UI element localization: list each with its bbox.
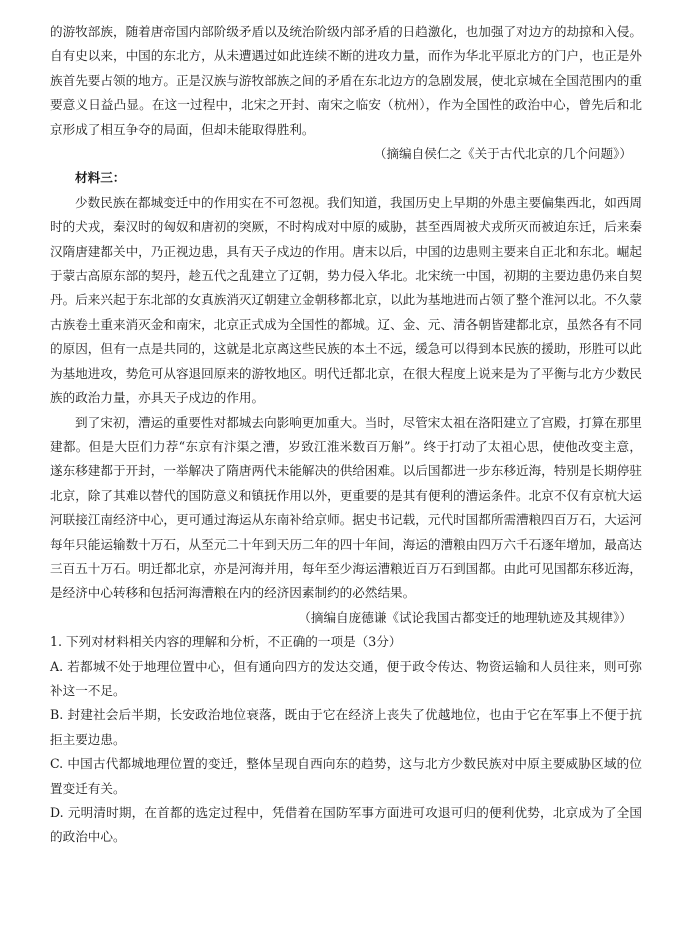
material-three-heading: 材料三： [75, 170, 126, 186]
material-two-paragraph: 的游牧部族，随着唐帝国内部阶级矛盾以及统治阶级内部矛盾的日趋激化，也加强了对边方的劫掠和入侵。自有史以来，中国的东北方，从未遭遇过如此连续不断的进攻力量，而作为华北平原北方的门户，也正是外族首先要占领的地方。正是汉族与游牧部族之间的矛盾在东北边方的急剧发展，使北京城在全国范围内的重要意义日益凸显。在这一过程中，北宋之开封、南宋之临安（杭州），作为全国性的政治中心，曾先后和北京形成了相互争夺的局面，但却未能取得胜利。 [50, 24, 642, 137]
material-three-paragraph-1: 少数民族在都城变迁中的作用实在不可忽视。我们知道，我国历史上早期的外患主要偏集西北，如西周时的犬戎，秦汉时的匈奴和唐初的突厥，不时构成对中原的威胁，甚至西周被犬戎所灭而被迫东迁，后来秦汉隋唐建都关中，乃正视边患，具有天子戍边的作用。唐末以后，中国的边患则主要来自正北和东北。崛起于蒙古高原东部的契丹，趁五代之乱建立了辽朝，势力侵入华北。北宋统一中国，初期的主要边患仍来自契丹。后来兴起于东北部的女真族消灭辽朝建立金朝移都北京，以此为基地进而占领了整个淮河以北。不久蒙古族卷土重来消灭金和南宋，北京正式成为全国性的都城。辽、金、元、清各朝皆建都北京，虽然各有不同的原因，但有一点是共同的，这就是北京离这些民族的本土不远，缓急可以得到本民族的援助，形胜可以此为基地进攻，势危可从容退回原来的游牧地区。明代迁都北京，在很大程度上说来是为了平衡与北方少数民族的政治力量，亦具天子戍边的作用。 [50, 194, 642, 406]
question-1-option-c: C. 中国古代都城地理位置的变迁，整体呈现自西向东的趋势，这与北方少数民族对中原主要威胁区域的位置变迁有关。 [50, 756, 642, 796]
question-1-option-d: D. 元明清时期，在首都的选定过程中，凭借着在国防军事方面进可攻退可归的便利优势，北京成为了全国的政治中心。 [50, 805, 642, 845]
question-1-option-a: A. 若都城不处于地理位置中心，但有通向四方的发达交通，便于政令传达、物资运输和人员往来，则可弥补这一不足。 [50, 658, 642, 698]
material-three-paragraph-2: 到了宋初，漕运的重要性对都城去向影响更加重大。当时，尽管宋太祖在洛阳建立了宫殿，打算在那里建都。但是大臣们力荐“东京有汴渠之漕，岁致江淮米数百万斛”。终于打动了太祖心思，使他改变主意，遂东移建都于开封，一举解决了隋唐两代未能解决的供给困难。以后国都进一步东移近海，特别是长期停驻北京，除了其难以替代的国防意义和镇抚作用以外，更重要的是其有便利的漕运条件。北京不仅有京杭大运河联接江南经济中心，更可通过海运从东南补给京师。据史书记载，元代时国都所需漕粮四百万石，大运河每年只能运输数十万石，从至元二十年到天历二年的四十年间，海运的漕粮由四万六千石逐年增加，最高达三百五十万石。明迁都北京，亦是河海并用，每年至少海运漕粮近百万石到国都。由此可见国都东移近海，是经济中心转移和包括河海漕粮在内的经济因素制约的必然结果。 [50, 414, 642, 601]
question-1-stem: 1. 下列对材料相关内容的理解和分析，不正确的一项是（3分） [50, 634, 402, 650]
source-citation-material-three: （摘编自庞德谦《试论我国古都变迁的地理轨迹及其规律》） [298, 609, 632, 625]
source-citation-material-two: （摘编自侯仁之《关于古代北京的几个问题》） [373, 146, 632, 162]
question-1-option-b: B. 封建社会后半期，长安政治地位衰落，既由于它在经济上丧失了优越地位，也由于它在军事上不便于抗拒主要边患。 [50, 707, 642, 747]
